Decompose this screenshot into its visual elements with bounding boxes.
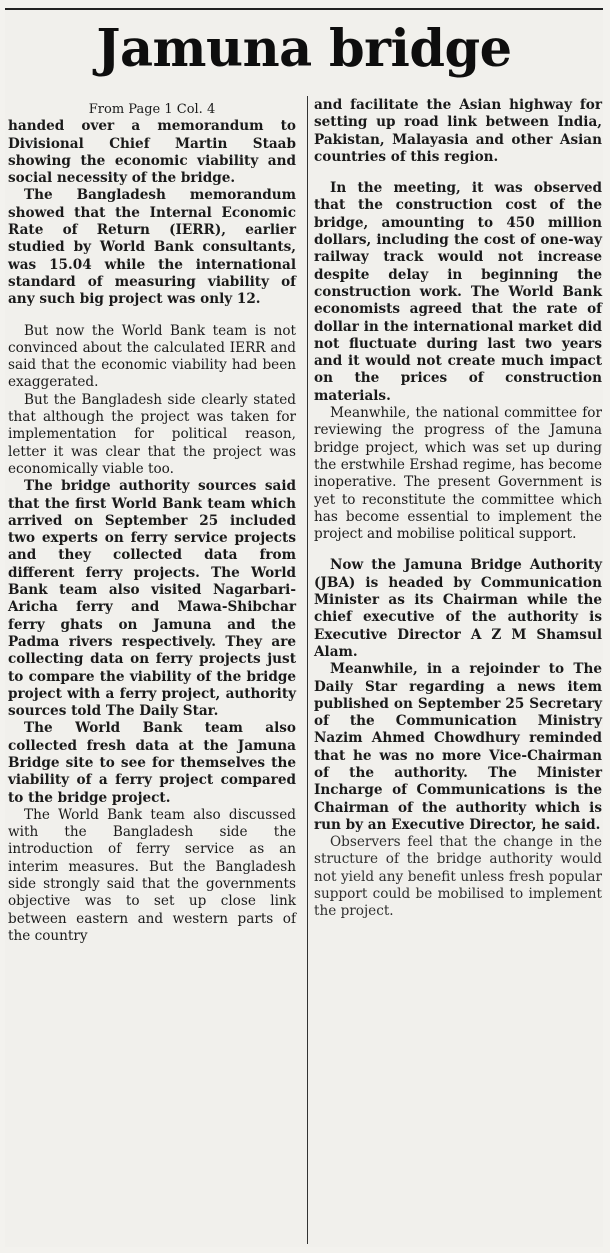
paragraph: Now the Jamuna Bridge Authority (JBA) is headed by Communication Minister as its Chairman while the chief executive of the authority is Executive Director A Z M Shamsul Alam. xyxy=(314,557,602,660)
paragraph: The bridge authority sources said that the first World Bank team which arrived on September 25 included two experts on ferry service projects and they collected data from different ferry projects. The World Bank team also visited Nagarbari-Aricha ferry and Mawa-Shibchar ferry ghats on Jamuna and the Padma rivers respectively. They are collecting data on ferry projects just to compare the viability of the bridge project with a ferry project, authority sources told The Daily Star. xyxy=(8,478,296,720)
paragraph: Meanwhile, the national committee for reviewing the progress of the Jamuna bridge project, which was set up during the erstwhile Ershad regime, has become inoperative. The present Government is yet to reconstitute the committee which has become essential to implement the project and mobilise political support. xyxy=(314,405,602,543)
newspaper-clipping xyxy=(5,8,603,1247)
paragraph: The Bangladesh memorandum showed that the Internal Economic Rate of Return (IERR), earlier studied by World Bank consultants, was 15.04 while the international standard of measuring viability of any such big project was only 12. xyxy=(8,187,296,308)
paragraph: In the meeting, it was observed that the construction cost of the bridge, amounting to 450 million dollars, including the cost of one-way railway track would not increase despite delay in beginning the construction work. The World Bank economists agreed that the rate of dollar in the international market did not fluctuate during last two years and it would not create much impact on the prices of construction materials. xyxy=(314,180,602,404)
paragraph: The World Bank team also discussed with the Bangladesh side the introduction of ferry service as an interim measures. But the Bangladesh side strongly said that the governments objective was to set up close link between eastern and western parts of the country xyxy=(8,806,296,944)
paragraph: Observers feel that the change in the structure of the bridge authority would not yield any benefit unless fresh popular support could be mobilised to implement the project. xyxy=(314,834,602,920)
paragraph: But now the World Bank team is not convinced about the calculated IERR and said that the economic viability had been exaggerated. xyxy=(8,322,296,391)
column-divider xyxy=(307,96,308,1244)
headline: Jamuna bridge xyxy=(96,19,512,79)
top-rule xyxy=(5,8,603,10)
right-column xyxy=(314,97,602,921)
paragraph: Meanwhile, in a rejoinder to The Daily Star regarding a news item published on September 25 Secretary of the Communication Ministry Nazim Ahmed Chowdhury reminded that he was no more Vice-Chairman of the authority. The Minister Incharge of Communications is the Chairman of the authority which is run by an Executive Director, he said. xyxy=(314,661,602,833)
paragraph: and facilitate the Asian highway for setting up road link between India, Pakistan, Malayasia and other Asian countries of this region. xyxy=(314,97,602,165)
paragraph: The World Bank team also collected fresh data at the Jamuna Bridge site to see for themselves the viability of a ferry project compared to the bridge project. xyxy=(8,720,296,806)
paragraph: But the Bangladesh side clearly stated that although the project was taken for implementation for political reason, letter it was clear that the project was economically viable too. xyxy=(8,391,296,477)
dateline: From Page 1 Col. 4 xyxy=(88,102,216,117)
paragraph: handed over a memorandum to Divisional Chief Martin Staab showing the economic viability and social necessity of the bridge. xyxy=(8,118,296,187)
left-column xyxy=(8,101,296,945)
